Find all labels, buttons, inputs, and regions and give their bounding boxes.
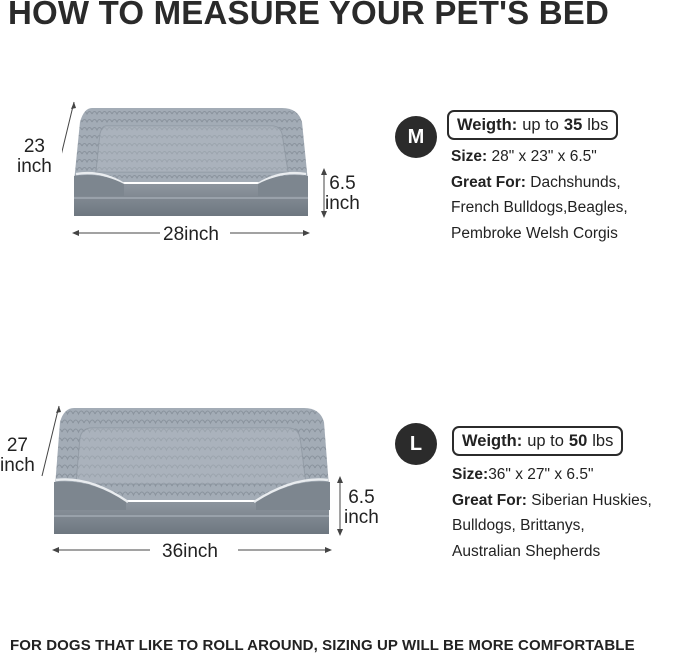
page-title: HOW TO MEASURE YOUR PET'S BED: [8, 0, 609, 31]
size-badge-medium: M: [395, 116, 437, 158]
medium-depth-label: 23 inch: [17, 136, 52, 177]
size-label: Size:: [452, 466, 489, 483]
large-width-label: 36inch: [162, 541, 218, 562]
medium-spec: [451, 144, 628, 246]
weight-unit: lbs: [587, 115, 609, 134]
large-weight-box: [452, 426, 623, 456]
weight-unit: lbs: [592, 431, 614, 450]
size-badge-large: L: [395, 423, 437, 465]
great-for-line: Bulldogs, Brittanys,: [452, 517, 585, 534]
great-for-line: French Bulldogs,Beagles,: [451, 199, 628, 216]
great-for-label: Great For:: [451, 173, 526, 191]
weight-prefix: up to: [527, 431, 564, 450]
footer-note: FOR DOGS THAT LIKE TO ROLL AROUND, SIZING UP WILL BE MORE COMFORTABLE: [10, 637, 635, 654]
large-depth-label: 27 inch: [0, 435, 35, 476]
medium-weight-box: [447, 110, 618, 140]
weight-label: Weigth:: [457, 115, 518, 134]
great-for-label: Great For:: [452, 491, 527, 509]
great-for-line: Siberian Huskies,: [531, 491, 652, 509]
size-label: Size:: [451, 148, 488, 165]
size-value: 36" x 27" x 6.5": [488, 466, 594, 483]
great-for-line: Australian Shepherds: [452, 542, 601, 560]
large-height-label: 6.5 inch: [344, 487, 379, 528]
size-value: 28" x 23" x 6.5": [491, 148, 597, 165]
weight-value: 35: [563, 115, 583, 134]
medium-height-label: 6.5 inch: [325, 173, 360, 214]
large-bed-image: [40, 398, 360, 558]
weight-label: Weigth:: [462, 431, 523, 450]
medium-width-label: 28inch: [163, 224, 219, 245]
weight-prefix: up to: [522, 115, 559, 134]
great-for-line: Pembroke Welsh Corgis: [451, 224, 618, 242]
weight-value: 50: [568, 431, 588, 450]
large-spec: [452, 462, 652, 564]
great-for-line: Dachshunds,: [530, 173, 621, 191]
